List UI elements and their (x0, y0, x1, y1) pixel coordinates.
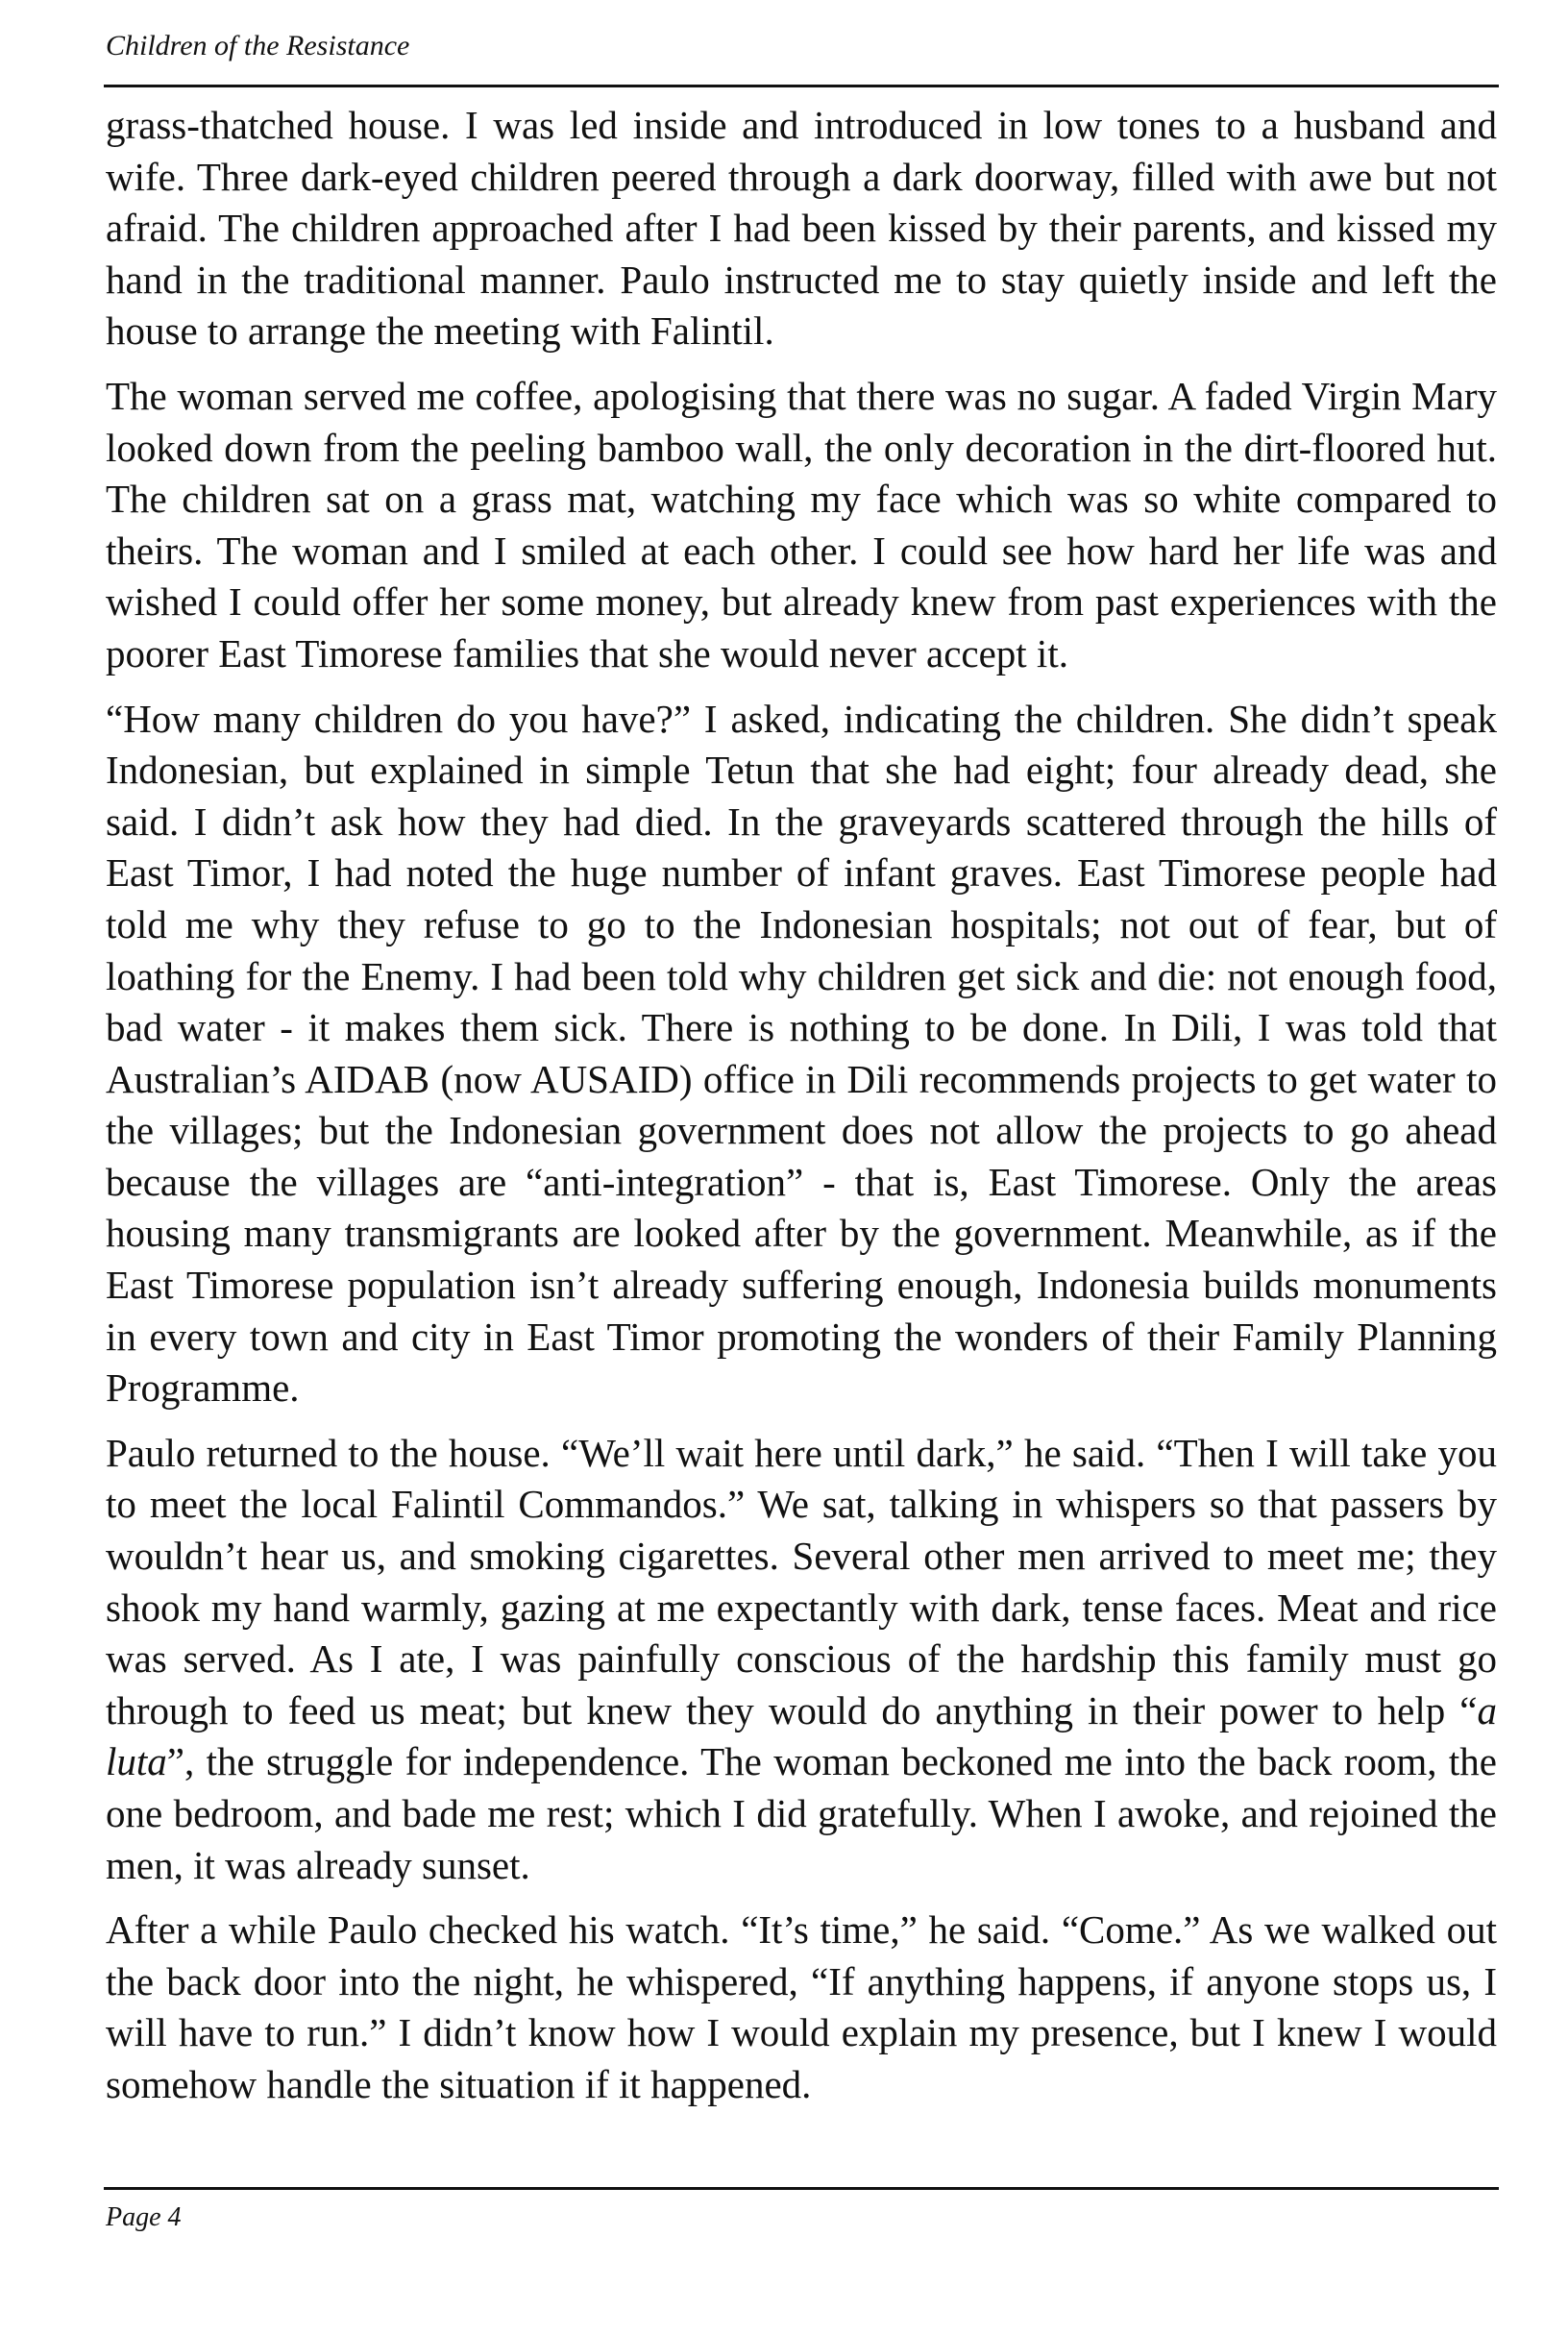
paragraph-1: grass-thatched house. I was led inside and introduced in low tones to a husband and wife. Three dark-eyed children peered through a dark doorway, filled with awe but not afraid. The children approached after I had been kissed by their parents, and kissed my hand in the traditional manner. Paulo instructed me to stay quietly inside and left the house to arrange the meeting with Falintil. (106, 103, 1497, 354)
paragraph-4-text-before: Paulo returned to the house. “We’ll wait here until dark,” he said. “Then I will take you to meet the local Falintil Commandos.” We sat, talking in whispers so that passers by wouldn’t hear us, and smoking cigarettes. Several other men arrived to meet me; they shook my hand warmly, gazing at me expectantly with dark, tense faces. Meat and rice was served. As I ate, I was painfully conscious of the hardship this family must go through to feed us meat; but knew they would do anything in their power to help “ (106, 1430, 1497, 1733)
header-rule (104, 85, 1499, 87)
body-text (106, 100, 1497, 2111)
paragraph-4-italic-phrase: a luta (106, 1687, 1497, 1784)
paragraph-3: “How many children do you have?” I asked, indicating the children. She didn’t speak Indonesian, but explained in simple Tetun that she had eight; four already dead, she said. I didn’t ask how they had died. In the graveyards scattered through the hills of East Timor, I had noted the huge number of infant graves. East Timorese people had told me why they refuse to go to the Indonesian hospitals; not out of fear, but of loathing for the Enemy. I had been told why children get sick and die: not enough food, bad water - it makes them sick. There is nothing to be done. In Dili, I was told that Australian’s AIDAB (now AUSAID) office in Dili recommends projects to get water to the villages; but the Indonesian government does not allow the projects to go ahead because the villages are “anti-integration” - that is, East Timorese. Only the areas housing many transmigrants are looked after by the government. Meanwhile, as if the East Timorese population isn’t already suffering enough, Indonesia builds monuments in every town and city in East Timor promoting the wonders of their Family Planning Programme. (106, 696, 1497, 1411)
paragraph-2: The woman served me coffee, apologising that there was no sugar. A faded Virgin Mary looked down from the peeling bamboo wall, the only decoration in the dirt-floored hut. The children sat on a grass mat, watching my face which was so white compared to theirs. The woman and I smiled at each other. I could see how hard her life was and wished I could offer her some money, but already knew from past experiences with the poorer East Timorese families that she would never accept it. (106, 373, 1497, 676)
running-head: Children of the Resistance (106, 30, 410, 61)
page-number: Page 4 (106, 2202, 182, 2232)
paragraph-4-text-after: ”, the struggle for independence. The woman beckoned me into the back room, the one bedroom, and bade me rest; which I did gratefully. When I awoke, and rejoined the men, it was already sunset. (106, 1739, 1497, 1887)
footer-rule (104, 2187, 1499, 2190)
paragraph-4 (106, 1428, 1497, 1891)
paragraph-5: After a while Paulo checked his watch. “It’s time,” he said. “Come.” As we walked out the back door into the night, he whispered, “If anything happens, if anyone stops us, I will have to run.” I didn’t know how I would explain my presence, but I knew I would somehow handle the situation if it happened. (106, 1907, 1497, 2106)
